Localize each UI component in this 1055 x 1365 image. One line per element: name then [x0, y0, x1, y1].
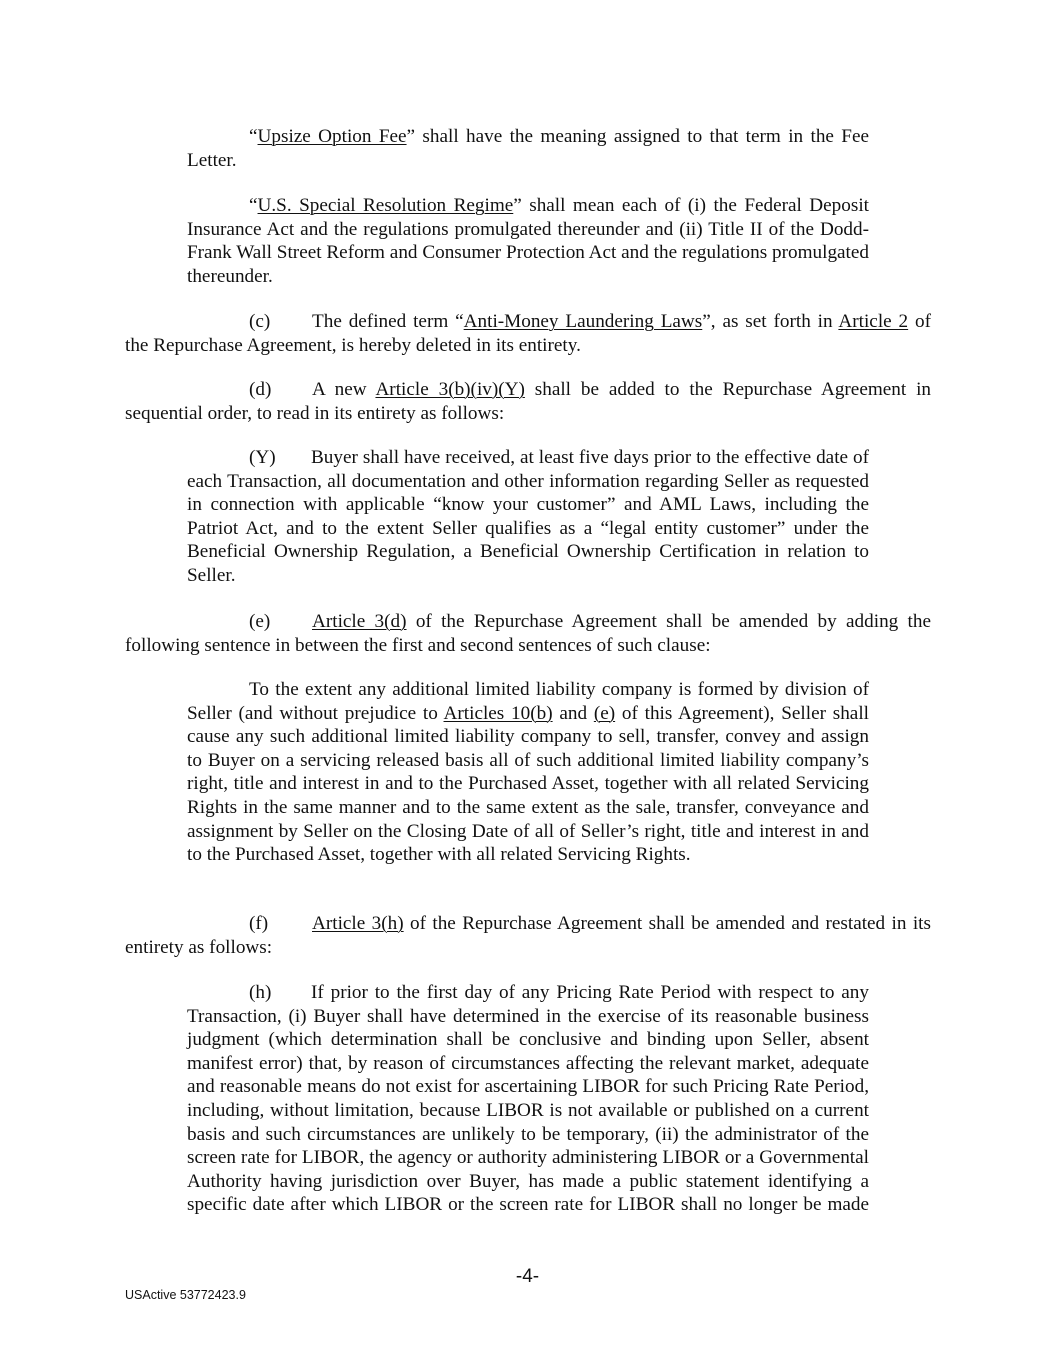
definition-text: ” shall have the meaning assigned to that term in the Fee Letter.: [187, 126, 869, 171]
section-label: (Y): [249, 447, 276, 468]
section-h: [187, 981, 869, 1217]
section-text: of the Repurchase Agreement shall be amended by adding the following sentence in between the first and second sentences of such clause:: [125, 611, 931, 656]
link-article-3-b-iv-y: Article 3(b)(iv)(Y): [375, 379, 525, 400]
definition-us-special-resolution-regime: [187, 194, 869, 288]
section-text: A new: [312, 379, 376, 400]
link-e: (e): [593, 702, 616, 724]
link-article-2: Article 2: [838, 311, 909, 332]
section-label: (c): [249, 311, 271, 332]
open-quote: “: [249, 126, 258, 147]
section-e-quote: [187, 678, 869, 867]
open-quote: “: [249, 195, 258, 216]
section-text: shall be added to the Repurchase Agreement in sequential order, to read in its entirety as follows:: [125, 379, 931, 424]
link-articles-10-b: Articles 10(b): [443, 702, 553, 724]
section-label: (h): [249, 982, 272, 1003]
link-article-3-h: Article 3(h): [312, 913, 404, 934]
definition-text: ” shall mean each of (i) the Federal Deposit Insurance Act and the regulations promulgated thereunder and (ii) Title II of the Dodd-Frank Wall Street Reform and Consumer Protection Act and the regulations promulgated thereunder.: [187, 195, 869, 287]
section-e: [125, 610, 931, 657]
section-label: (f): [249, 913, 269, 934]
link-anti-money-laundering-laws: Anti-Money Laundering Laws: [463, 311, 703, 332]
section-text: If prior to the first day of any Pricing Rate Period with respect to any Transaction, (i) Buyer shall have determined in the exercise of its reasonable business judgment (which determination shall be conclusive and binding upon Seller, absent manifest error) that, by reason of circumstances affecting the relevant market, adequate and reasonable means do not exist for ascertaining LIBOR for such Pricing Rate Period, including, without limitation, because LIBOR is not available or published on a current basis and such circumstances are unlikely to be temporary, (ii) the administrator of the screen rate for LIBOR, the agency or authority administering LIBOR or a Governmental Authority having jurisdiction over Buyer, has made a public statement identifying a specific date after which LIBOR or the screen rate for LIBOR shall no longer be made: [187, 982, 869, 1216]
defined-term: U.S. Special Resolution Regime: [257, 195, 514, 216]
section-text: The defined term “: [312, 311, 464, 332]
defined-term: Upsize Option Fee: [257, 126, 407, 147]
section-d: [125, 378, 931, 425]
document-id: USActive 53772423.9: [125, 1288, 246, 1302]
definition-upsize-option-fee: [187, 125, 869, 172]
section-text: of this Agreement), Seller shall cause any such additional limited liability company to sell, transfer, convey and assign to Buyer on a servicing released basis all of such additional limited liability company’s right, title and interest in and to the Purchased Asset, together with all related Servicing Rights in the same manner and to the same extent as the sale, transfer, conveyance and assignment by Seller on the Closing Date of all of Seller’s right, title and interest in and to the Purchased Asset, together with all related Servicing Rights.: [187, 702, 869, 866]
section-f: [125, 912, 931, 959]
link-article-3-d: Article 3(d): [312, 611, 407, 632]
section-text: ”, as set forth in: [702, 311, 839, 332]
section-c: [125, 310, 931, 357]
section-text: and: [552, 702, 594, 724]
section-text: To the extent any additional limited liability company is formed by division of Seller (and without prejudice to: [187, 679, 869, 724]
section-text: Buyer shall have received, at least five days prior to the effective date of each Transaction, all documentation and other information regarding Seller as requested in connection with applicable “know your customer” and AML Laws, including the Patriot Act, and to the extent Seller qualifies as a “legal entity customer” under the Beneficial Ownership Regulation, a Beneficial Ownership Certification in relation to Seller.: [187, 447, 869, 586]
page-number: -4-: [515, 1266, 540, 1287]
section-y: [187, 446, 869, 588]
section-label: (d): [249, 379, 272, 400]
section-text: of the Repurchase Agreement shall be amended and restated in its entirety as follows:: [125, 913, 931, 958]
section-text: of the Repurchase Agreement, is hereby deleted in its entirety.: [125, 311, 931, 356]
section-label: (e): [249, 611, 271, 632]
